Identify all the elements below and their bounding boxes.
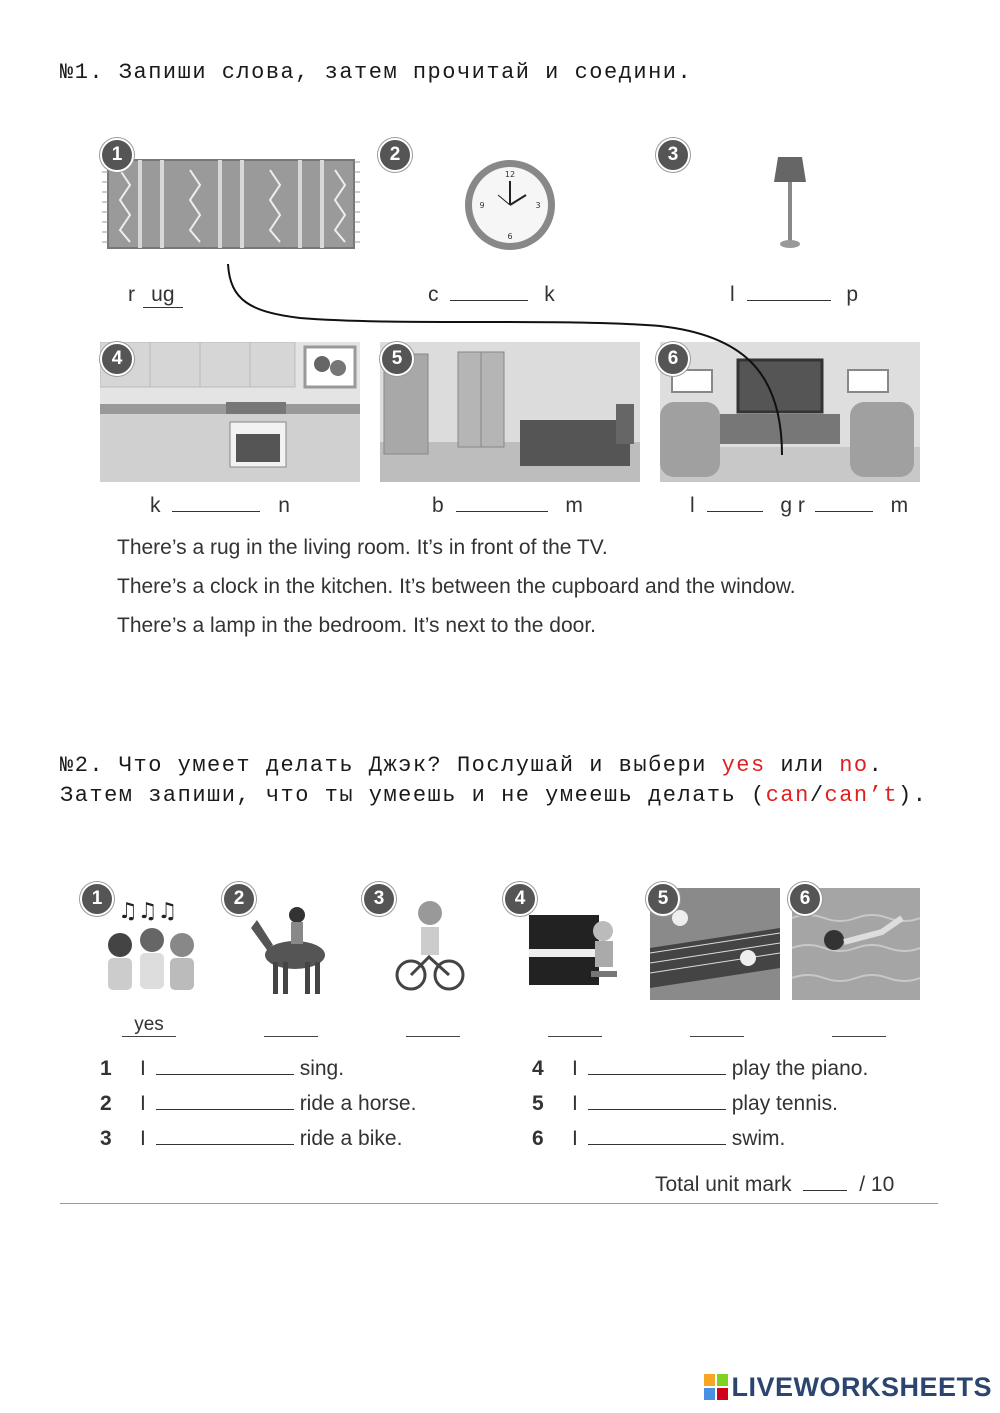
row-verb: swim. [731, 1127, 786, 1150]
no-word: no [839, 753, 869, 778]
word-answer-input[interactable] [456, 511, 548, 512]
row-answer-input[interactable] [156, 1144, 294, 1145]
task1-badge-3: 3 [656, 138, 690, 172]
answer-line-2[interactable] [264, 1036, 318, 1037]
task1-heading: №1. Запиши слова, затем прочитай и соедини. [60, 60, 693, 85]
word-end: p [846, 283, 859, 306]
can-row-1 [100, 1057, 344, 1081]
row-verb: play the piano. [731, 1057, 869, 1080]
word-living-room [690, 494, 908, 518]
svg-text:3: 3 [535, 201, 541, 210]
can-row-5 [532, 1092, 838, 1116]
total-max: / 10 [859, 1173, 895, 1196]
word-end: m [890, 494, 909, 517]
word-bedroom [432, 494, 583, 518]
word-start: c [428, 283, 439, 306]
task1-badge-1: 1 [100, 138, 134, 172]
word-mid: g r [780, 494, 805, 517]
word-answer-input-2[interactable] [815, 511, 873, 512]
svg-text:♫♫♫: ♫♫♫ [118, 899, 178, 924]
row-verb: ride a bike. [299, 1127, 403, 1150]
can-row-3 [100, 1127, 402, 1151]
row-number: 3 [100, 1127, 112, 1150]
liveworksheets-logo[interactable] [704, 1372, 992, 1403]
heading-end: ). [898, 783, 928, 808]
row-verb: ride a horse. [299, 1092, 417, 1115]
heading-text: Затем запиши, что ты умеешь и не умеешь делать ( [60, 783, 766, 808]
answer-line-6[interactable] [832, 1036, 886, 1037]
row-subject: I [572, 1127, 578, 1150]
task1-badge-4: 4 [100, 342, 134, 376]
row-subject: I [140, 1057, 146, 1080]
word-end: m [565, 494, 583, 517]
total-mark-input[interactable] [803, 1190, 847, 1191]
svg-text:9: 9 [479, 201, 485, 210]
row-number: 6 [532, 1127, 544, 1150]
answer-line-4[interactable] [548, 1036, 602, 1037]
yes-word: yes [721, 753, 766, 778]
matching-line[interactable] [0, 0, 1000, 520]
word-start: l [690, 494, 695, 517]
task2-badge-3: 3 [362, 882, 396, 916]
answer-line-3[interactable] [406, 1036, 460, 1037]
or-word: или [765, 753, 840, 778]
task2-badge-5: 5 [646, 882, 680, 916]
row-subject: I [572, 1057, 578, 1080]
piano-icon [525, 905, 625, 993]
sentence-2: There’s a clock in the kitchen. It’s between the cupboard and the window. [117, 575, 796, 598]
row-number: 1 [100, 1057, 112, 1080]
singing-children-icon [100, 890, 200, 1002]
brand-text: LIVEWORKSHEETS [731, 1372, 992, 1402]
task2-badge-1: 1 [80, 882, 114, 916]
word-start: b [432, 494, 444, 517]
task2-badge-6: 6 [788, 882, 822, 916]
cant-word: can’t [824, 783, 899, 808]
row-number: 5 [532, 1092, 544, 1115]
answer-line-5[interactable] [690, 1036, 744, 1037]
heading-end: . [868, 753, 884, 778]
task2-badge-4: 4 [503, 882, 537, 916]
can-row-2 [100, 1092, 416, 1116]
sentence-1: There’s a rug in the living room. It’s in front of the TV. [117, 536, 608, 559]
task1-badge-6: 6 [656, 342, 690, 376]
word-start: k [150, 494, 161, 517]
row-subject: I [140, 1092, 146, 1115]
word-kitchen [150, 494, 290, 518]
liveworksheets-logo-icon [704, 1374, 728, 1400]
task1-badge-5: 5 [380, 342, 414, 376]
row-answer-input[interactable] [156, 1074, 294, 1075]
heading-text: №2. Что умеет делать Джэк? Послушай и выбери [60, 753, 722, 778]
word-end: n [278, 494, 290, 517]
word-start: l [730, 283, 735, 306]
row-answer-input[interactable] [156, 1109, 294, 1110]
row-answer-input[interactable] [588, 1144, 726, 1145]
row-number: 4 [532, 1057, 544, 1080]
row-answer-input[interactable] [588, 1109, 726, 1110]
can-row-6 [532, 1127, 785, 1151]
word-answer-input-1[interactable] [707, 511, 763, 512]
row-subject: I [140, 1127, 146, 1150]
slash: / [809, 783, 825, 808]
horse-rider-icon [245, 900, 340, 1000]
total-unit-mark [655, 1173, 894, 1197]
task2-heading-line1 [60, 753, 883, 778]
row-subject: I [572, 1092, 578, 1115]
can-row-4 [532, 1057, 868, 1081]
task2-heading-line2 [60, 783, 927, 808]
answer-1-text[interactable]: yes [134, 1014, 164, 1035]
svg-text:12: 12 [504, 170, 516, 179]
total-label: Total unit mark [655, 1173, 792, 1196]
word-end: k [544, 283, 555, 306]
word-answer-input[interactable]: ug [143, 283, 183, 308]
row-verb: sing. [299, 1057, 345, 1080]
can-word: can [765, 783, 810, 808]
divider [60, 1203, 938, 1204]
word-start: r [128, 283, 135, 306]
row-verb: play tennis. [731, 1092, 838, 1115]
sentence-3: There’s a lamp in the bedroom. It’s next to the door. [117, 614, 597, 637]
word-answer-input[interactable] [172, 511, 260, 512]
cyclist-icon [395, 895, 465, 995]
answer-line-1[interactable] [122, 1036, 176, 1037]
svg-text:6: 6 [507, 232, 513, 241]
row-answer-input[interactable] [588, 1074, 726, 1075]
task2-badge-2: 2 [222, 882, 256, 916]
row-number: 2 [100, 1092, 112, 1115]
task1-badge-2: 2 [378, 138, 412, 172]
